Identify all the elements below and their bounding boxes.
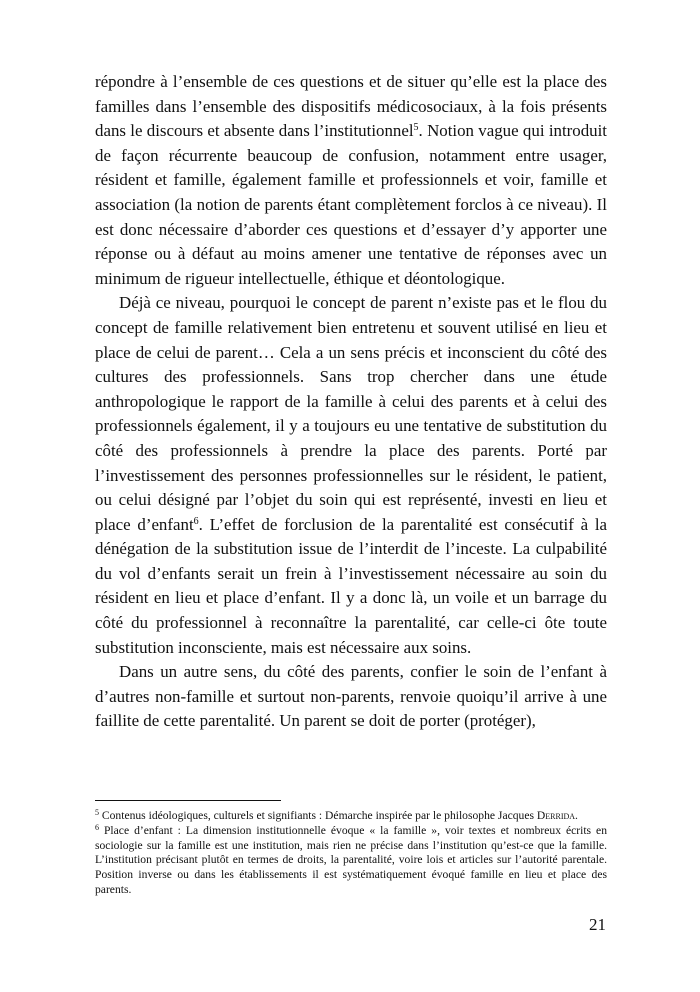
footnotes (95, 809, 607, 898)
footnote-5-number: 5 (95, 808, 99, 817)
main-text (95, 70, 607, 734)
footnote-5-text: Contenus idéologiques, culturels et signifiants : Démarche inspirée par le philosophe Jacques (99, 809, 537, 822)
paragraph-1-text-b: . Notion vague qui introduit de façon récurrente beaucoup de confusion, notamment entre usager, résident et famille, également famille et professionnels et voir, famille et association (la notion de parents étant complètement forclos à ce niveau). Il est donc nécessaire d’aborder ces questions et d’essayer d’y apporter une réponse ou à défaut au moins amener une tentative de réponses avec un minimum de rigueur intellectuelle, éthique et déontologique. (95, 121, 608, 288)
footnote-separator (95, 800, 281, 801)
paragraph-2-text-a: Déjà ce niveau, pourquoi le concept de parent n’existe pas et le flou du concept de famille relativement bien entretenu et souvent utilisé en lieu et place de celui de parent… Cela a un sens précis et inconscient du côté des cultures des professionnels. Sans trop chercher dans une étude anthropologique le rapport de la famille à celui des parents et à celui des professionnels également, il y a toujours eu une tentative de substitution du côté des professionnels à prendre la place des parents. Porté par l’investissement des personnes professionnelles sur le résident, le patient, ou celui désigné par l’objet du soin qui est représenté, investi en lieu et place d’enfant (95, 293, 607, 534)
footnote-5-end: . (575, 809, 578, 822)
footnote-5-author: Derrida (536, 809, 576, 822)
paragraph-2-text-b: . L’effet de forclusion de la parentalité est consécutif à la dénégation de la substitution issue de l’interdit de l’inceste. La culpabilité du vol d’enfants serait un frein à l’investissement nécessaire au soin du résident en lieu et place d’enfant. Il y a donc là, un voile et un barrage du côté du professionnel à reconnaître la parentalité, car celle-ci ôte toute substitution inconsciente, mais est nécessaire aux soins. (95, 514, 608, 657)
paragraph-1 (95, 70, 607, 291)
footnote-5 (95, 809, 607, 824)
paragraph-2 (95, 291, 607, 660)
paragraph-1-text-a: répondre à l’ensemble de ces questions et de situer qu’elle est la place des familles dans l’ensemble des dispositifs médicosociaux, à la fois présents dans le discours et absente dans l’institutionnel (95, 72, 607, 141)
page-number: 21 (589, 915, 606, 934)
footnote-ref-6[interactable]: 6 (193, 515, 199, 527)
footnote-ref-5[interactable]: 5 (413, 122, 419, 134)
footnote-6-text: Place d’enfant : La dimension institutionnelle évoque « la famille », voir textes et nombreux écrits en sociologie sur la famille est une institution, mais rien ne précise dans l’institution qu’est-ce que la famille. L’institution précisant plutôt en termes de droits, la parentalité, voire lois et articles sur l’autorité parentale. Position inverse ou dans les établissements il est systématiquement évoqué famille en lieu et place des parents. (95, 823, 607, 896)
footnote-6 (95, 824, 607, 898)
paragraph-3: Dans un autre sens, du côté des parents, confier le soin de l’enfant à d’autres non-famille et surtout non-parents, renvoie quoiqu’il arrive à une faillite de cette parentalité. Un parent se doit de porter (protéger), (95, 662, 607, 731)
footnote-6-number: 6 (95, 822, 99, 832)
